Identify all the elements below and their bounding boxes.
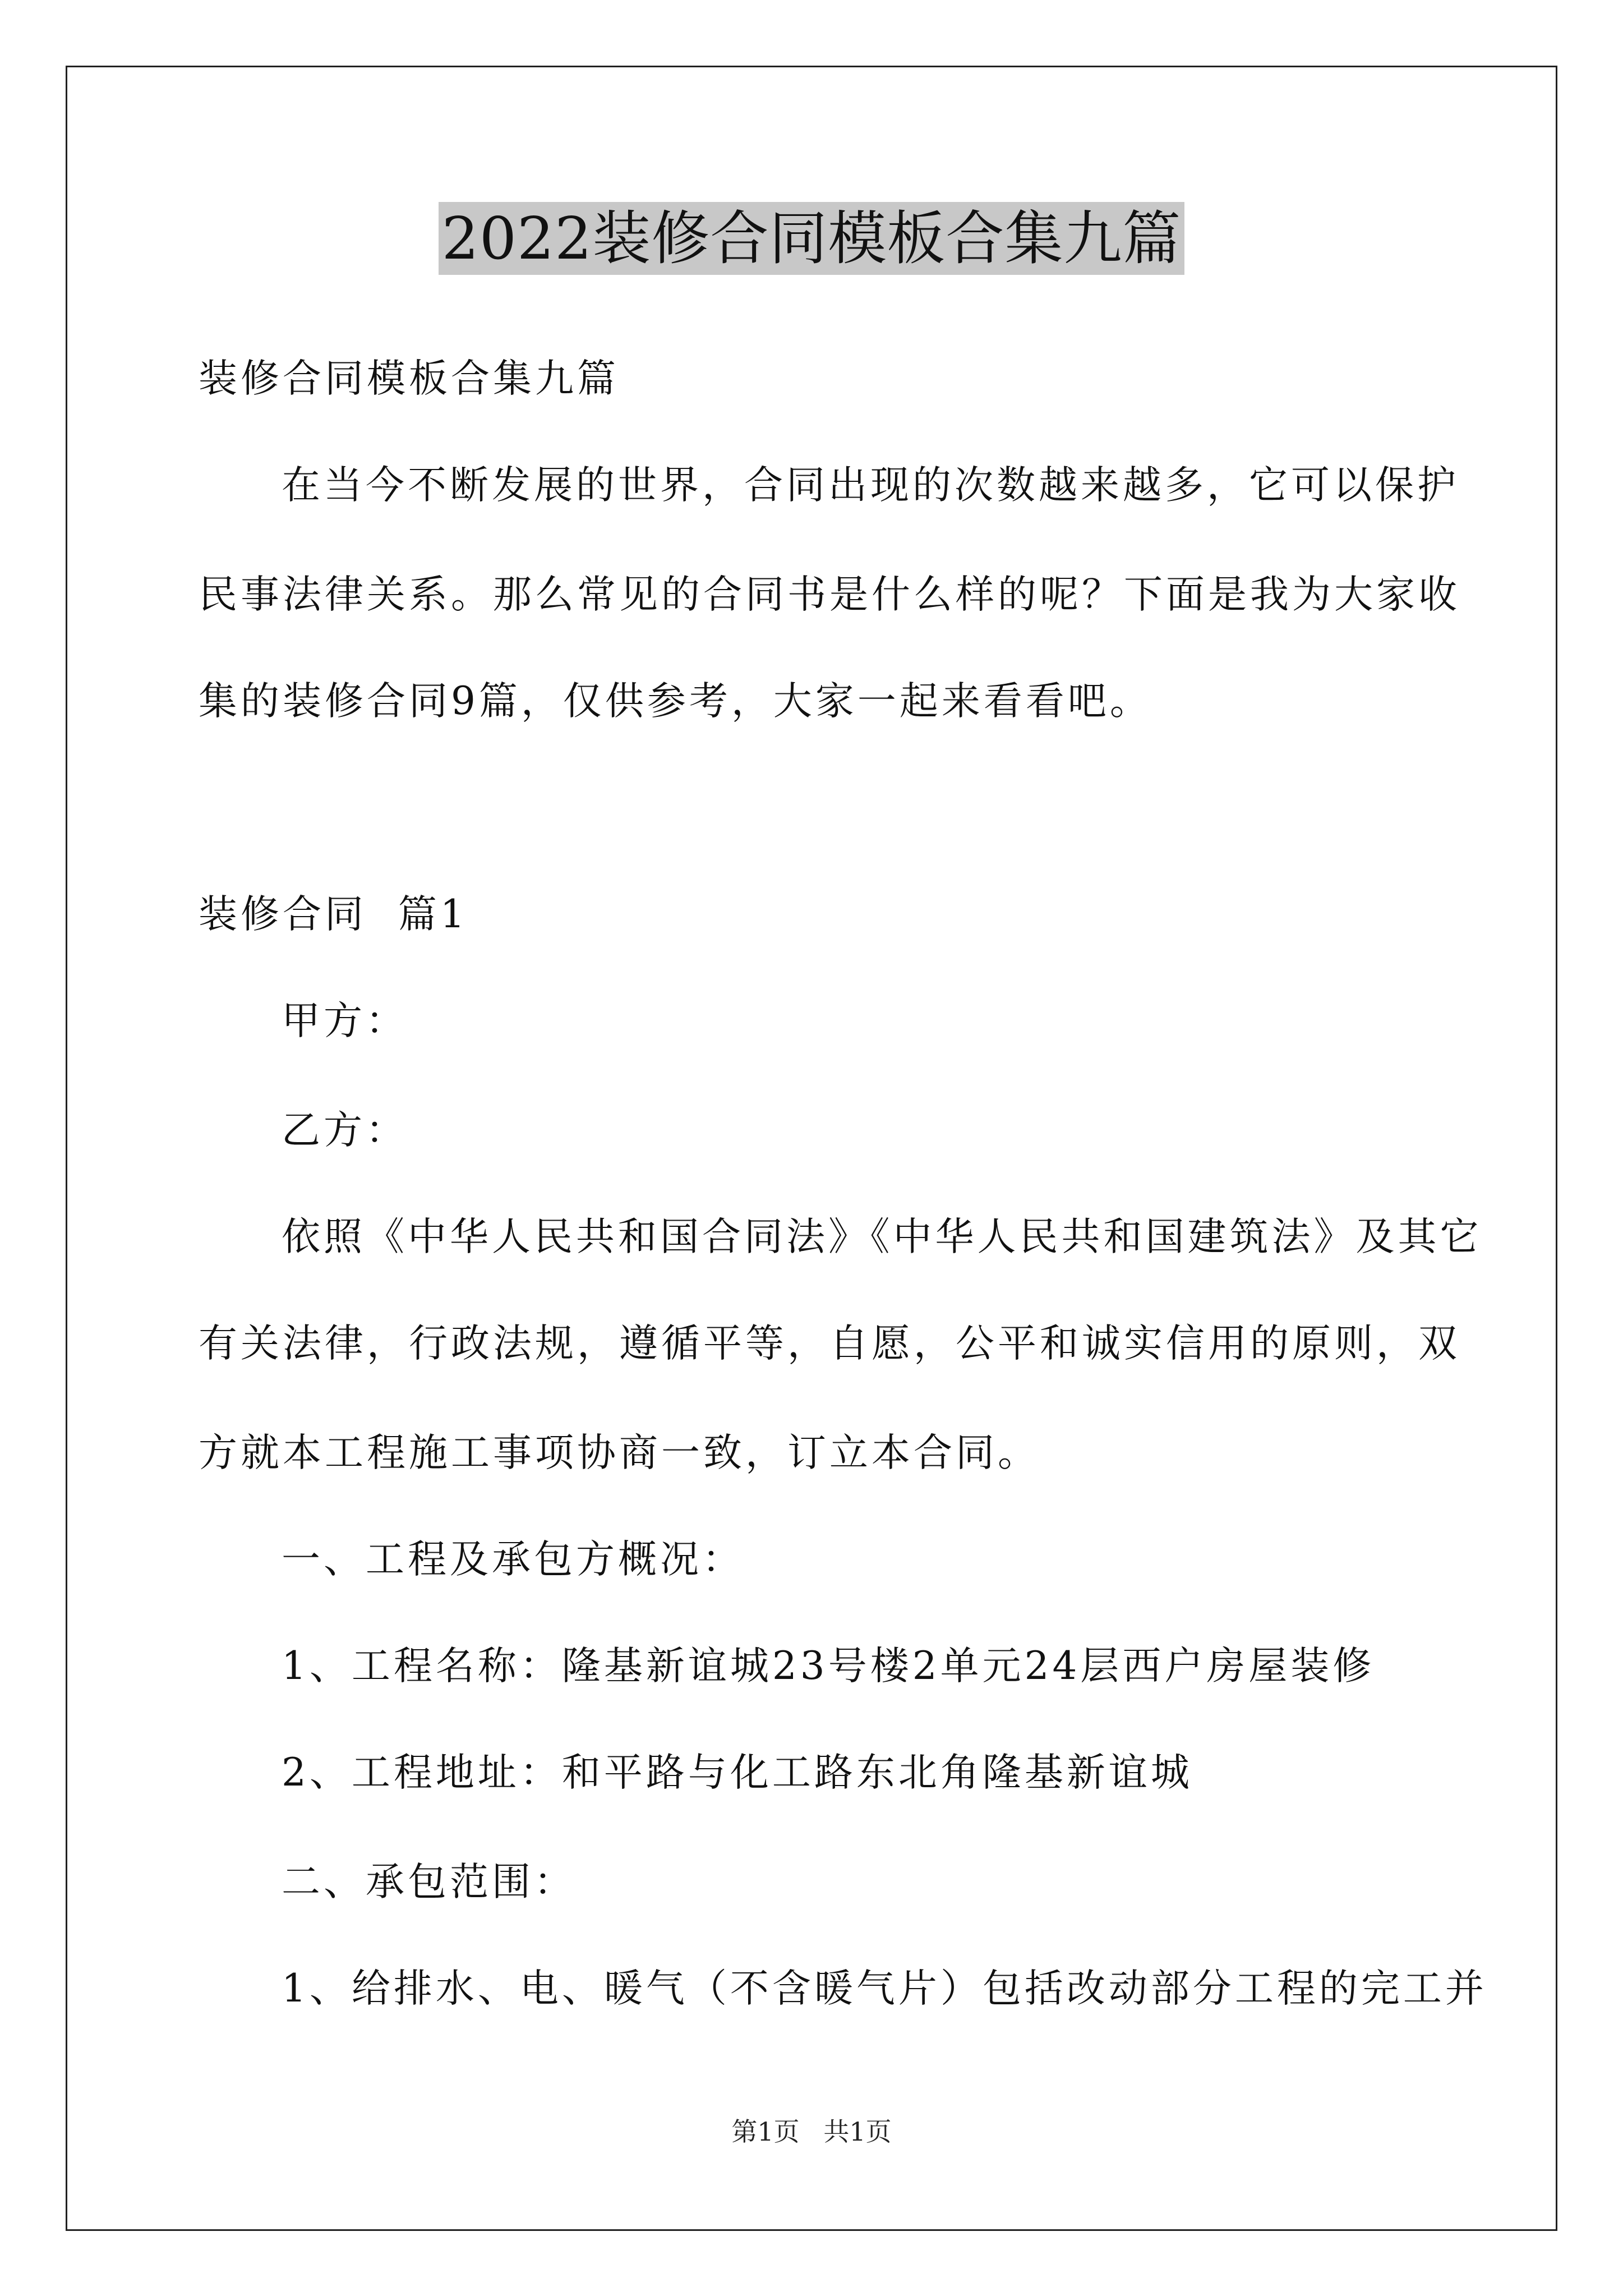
clause-2-heading: 二、承包范围：: [282, 1860, 576, 1904]
intro-line-2: 民事法律关系。那么常见的合同书是什么样的呢？下面是我为大家收: [199, 572, 1460, 617]
title-container: [0, 202, 1623, 275]
page-number-total: 共1页: [823, 2116, 892, 2147]
page-number-current: 第1页: [731, 2116, 800, 2147]
basis-line-1: 依照《中华人民共和国合同法》《中华人民共和国建筑法》及其它: [282, 1214, 1482, 1259]
document-subtitle: 装修合同模板合集九篇: [199, 356, 619, 401]
clause-2-item-1: 1、给排水、电、暖气（不含暖气片）包括改动部分工程的完工并: [282, 1966, 1487, 2011]
clause-1-item-2: 2、工程地址：和平路与化工路东北角隆基新谊城: [282, 1750, 1193, 1795]
document-title: 2022装修合同模板合集九篇: [439, 202, 1185, 275]
basis-line-2: 有关法律，行政法规，遵循平等，自愿，公平和诚实信用的原则，双: [199, 1321, 1460, 1366]
party-a-label: 甲方：: [282, 999, 408, 1043]
party-b-label: 乙方：: [282, 1108, 408, 1153]
clause-1-item-1: 1、工程名称：隆基新谊城23号楼2单元24层西户房屋装修: [282, 1644, 1375, 1688]
page-footer: [0, 2115, 1623, 2148]
intro-line-3: 集的装修合同9篇，仅供参考，大家一起来看看吧。: [199, 679, 1152, 724]
section-heading: 装修合同 篇1: [199, 892, 468, 937]
clause-1-heading: 一、工程及承包方概况：: [282, 1537, 744, 1582]
intro-line-1: 在当今不断发展的世界，合同出现的次数越来越多，它可以保护: [282, 463, 1459, 508]
basis-line-3: 方就本工程施工事项协商一致，订立本合同。: [199, 1430, 1040, 1475]
